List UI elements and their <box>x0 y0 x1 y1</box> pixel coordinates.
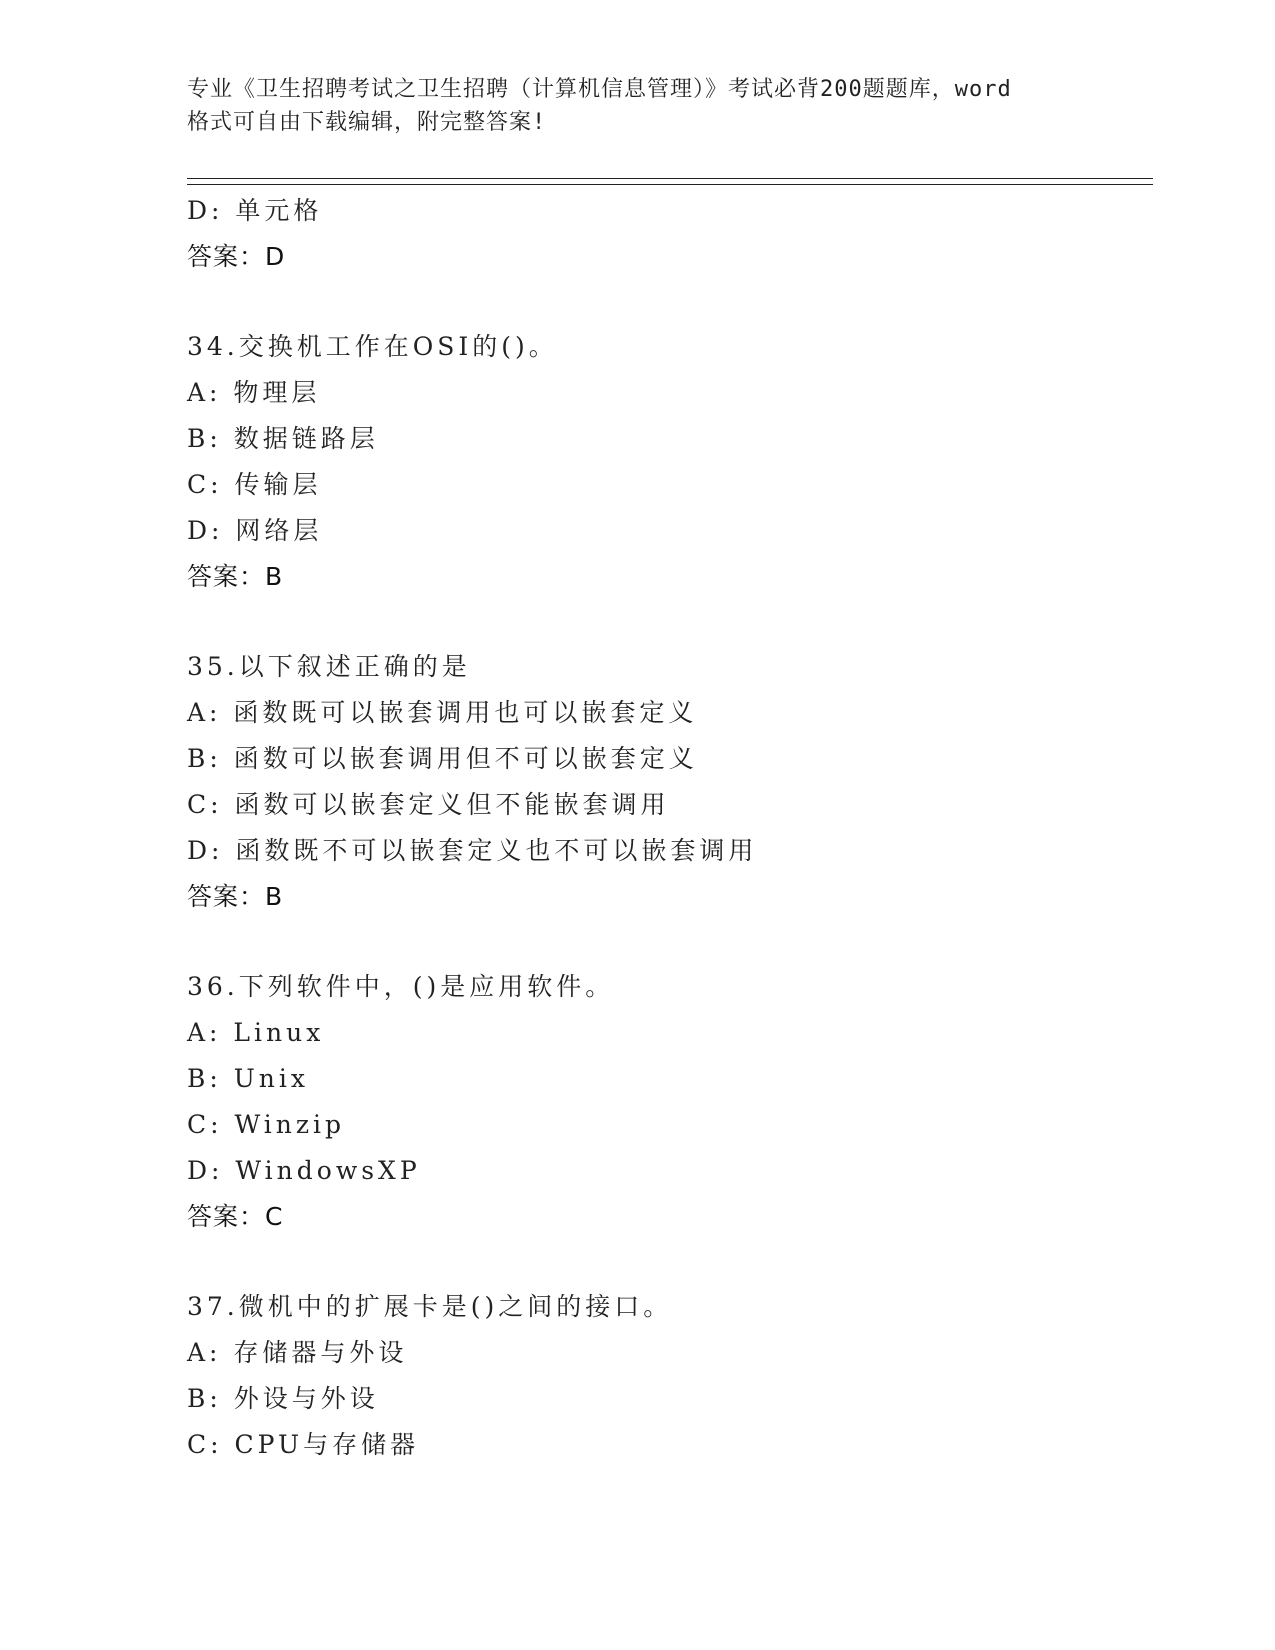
question-block-36 <box>187 964 1147 1240</box>
question-block-37 <box>187 1284 1147 1468</box>
option-b: B: 数据链路层 <box>187 424 379 453</box>
question-block-previous <box>187 188 1147 280</box>
option-b: B: 函数可以嵌套调用但不可以嵌套定义 <box>187 744 698 773</box>
spacer <box>187 280 1147 324</box>
question-list <box>187 188 1147 1468</box>
answer-line: 答案：C <box>187 1202 284 1231</box>
header-line-2: 格式可自由下载编辑，附完整答案! <box>187 110 547 135</box>
answer-line: 答案：B <box>187 562 284 591</box>
question-stem: 36.下列软件中，()是应用软件。 <box>187 972 615 1001</box>
option-a: A: Linux <box>187 1018 325 1047</box>
header-line-1: 专业《卫生招聘考试之卫生招聘（计算机信息管理）》考试必背200题题库，word <box>187 77 1012 102</box>
option-c: C: CPU与存储器 <box>187 1430 420 1459</box>
option-c: C: 传输层 <box>187 470 322 499</box>
question-block-35 <box>187 644 1147 920</box>
option-c: C: Winzip <box>187 1110 346 1139</box>
option-d: D: WindowsXP <box>187 1156 421 1185</box>
question-stem: 35.以下叙述正确的是 <box>187 652 471 681</box>
question-stem: 37.微机中的扩展卡是()之间的接口。 <box>187 1292 673 1321</box>
option-a: A: 函数既可以嵌套调用也可以嵌套定义 <box>187 698 698 727</box>
option-c: C: 函数可以嵌套定义但不能嵌套调用 <box>187 790 670 819</box>
answer-line: 答案：B <box>187 882 284 911</box>
option-d: D: 函数既不可以嵌套定义也不可以嵌套调用 <box>187 836 758 865</box>
header-divider-thick <box>187 178 1153 179</box>
option-b: B: Unix <box>187 1064 310 1093</box>
option-d: D: 网络层 <box>187 516 323 545</box>
option-d: D: 单元格 <box>187 196 323 225</box>
spacer <box>187 1240 1147 1284</box>
spacer <box>187 600 1147 644</box>
document-header <box>187 73 1087 139</box>
header-divider-thin <box>187 184 1153 185</box>
question-stem: 34.交换机工作在OSI的()。 <box>187 332 558 361</box>
option-a: A: 物理层 <box>187 378 321 407</box>
option-a: A: 存储器与外设 <box>187 1338 408 1367</box>
question-block-34 <box>187 324 1147 600</box>
answer-line: 答案：D <box>187 242 286 271</box>
spacer <box>187 920 1147 964</box>
option-b: B: 外设与外设 <box>187 1384 379 1413</box>
